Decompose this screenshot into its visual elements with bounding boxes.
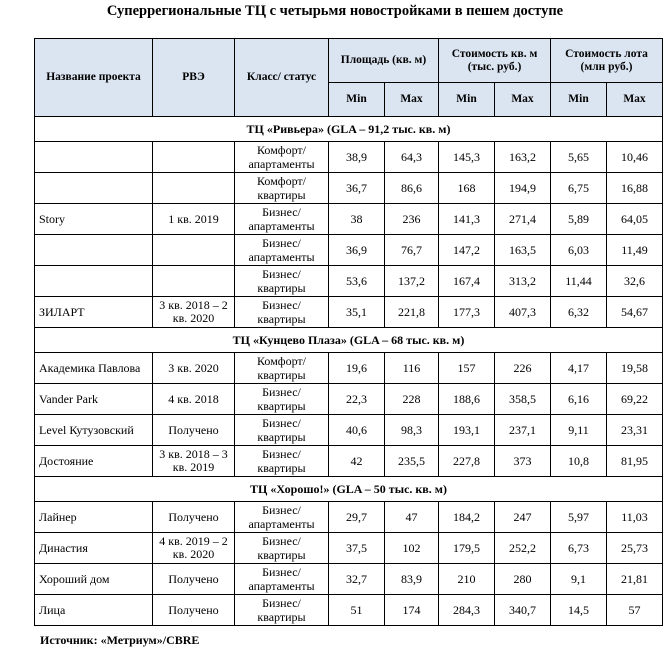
header-min: Min bbox=[329, 83, 385, 117]
header-max: Max bbox=[385, 83, 439, 117]
area-min-cell: 22,3 bbox=[329, 384, 385, 415]
price-lot-min-cell: 5,89 bbox=[551, 204, 607, 235]
price-sqm-max-cell: 252,2 bbox=[495, 533, 551, 564]
project-name-cell bbox=[35, 173, 153, 204]
price-lot-max-cell: 64,05 bbox=[607, 204, 663, 235]
price-lot-min-cell: 6,32 bbox=[551, 297, 607, 328]
price-lot-min-cell: 4,17 bbox=[551, 353, 607, 384]
area-min-cell: 19,6 bbox=[329, 353, 385, 384]
class-cell: Бизнес/ апартаменты bbox=[235, 235, 329, 266]
price-lot-min-cell: 6,16 bbox=[551, 384, 607, 415]
section-row bbox=[35, 117, 663, 142]
project-name-cell: Лица bbox=[35, 595, 153, 626]
area-min-cell: 37,5 bbox=[329, 533, 385, 564]
price-sqm-max-cell: 313,2 bbox=[495, 266, 551, 297]
price-lot-max-cell: 54,67 bbox=[607, 297, 663, 328]
rve-cell bbox=[153, 173, 235, 204]
table-row bbox=[35, 173, 663, 204]
class-cell: Бизнес/ апартаменты bbox=[235, 502, 329, 533]
price-lot-min-cell: 11,44 bbox=[551, 266, 607, 297]
class-cell: Бизнес/ квартиры bbox=[235, 415, 329, 446]
area-max-cell: 236 bbox=[385, 204, 439, 235]
price-lot-min-cell: 6,75 bbox=[551, 173, 607, 204]
price-sqm-min-cell: 210 bbox=[439, 564, 495, 595]
table-row bbox=[35, 142, 663, 173]
price-sqm-max-cell: 373 bbox=[495, 446, 551, 477]
price-sqm-max-cell: 237,1 bbox=[495, 415, 551, 446]
price-lot-max-cell: 10,46 bbox=[607, 142, 663, 173]
area-max-cell: 102 bbox=[385, 533, 439, 564]
project-name-cell bbox=[35, 142, 153, 173]
area-max-cell: 235,5 bbox=[385, 446, 439, 477]
table-row bbox=[35, 415, 663, 446]
price-lot-max-cell: 81,95 bbox=[607, 446, 663, 477]
table-row bbox=[35, 297, 663, 328]
area-max-cell: 47 bbox=[385, 502, 439, 533]
header-name: Название проекта bbox=[35, 39, 153, 117]
class-cell: Комфорт/ квартиры bbox=[235, 353, 329, 384]
area-max-cell: 137,2 bbox=[385, 266, 439, 297]
project-name-cell: Академика Павлова bbox=[35, 353, 153, 384]
rve-cell: 4 кв. 2019 – 2 кв. 2020 bbox=[153, 533, 235, 564]
class-cell: Комфорт/ квартиры bbox=[235, 173, 329, 204]
area-max-cell: 228 bbox=[385, 384, 439, 415]
project-name-cell: Достояние bbox=[35, 446, 153, 477]
table-row bbox=[35, 595, 663, 626]
class-cell: Бизнес/ квартиры bbox=[235, 297, 329, 328]
area-max-cell: 83,9 bbox=[385, 564, 439, 595]
price-sqm-max-cell: 407,3 bbox=[495, 297, 551, 328]
rve-cell: 3 кв. 2018 – 2 кв. 2020 bbox=[153, 297, 235, 328]
area-min-cell: 29,7 bbox=[329, 502, 385, 533]
price-lot-max-cell: 32,6 bbox=[607, 266, 663, 297]
price-lot-max-cell: 23,31 bbox=[607, 415, 663, 446]
price-sqm-min-cell: 188,6 bbox=[439, 384, 495, 415]
price-sqm-min-cell: 141,3 bbox=[439, 204, 495, 235]
rve-cell: 3 кв. 2020 bbox=[153, 353, 235, 384]
header-class: Класс/ статус bbox=[235, 39, 329, 117]
price-sqm-max-cell: 340,7 bbox=[495, 595, 551, 626]
price-sqm-max-cell: 194,9 bbox=[495, 173, 551, 204]
price-lot-max-cell: 16,88 bbox=[607, 173, 663, 204]
rve-cell bbox=[153, 266, 235, 297]
price-sqm-min-cell: 284,3 bbox=[439, 595, 495, 626]
price-lot-min-cell: 9,1 bbox=[551, 564, 607, 595]
price-lot-max-cell: 11,03 bbox=[607, 502, 663, 533]
price-sqm-max-cell: 280 bbox=[495, 564, 551, 595]
area-max-cell: 221,8 bbox=[385, 297, 439, 328]
area-min-cell: 38 bbox=[329, 204, 385, 235]
page-title: Суперрегиональные ТЦ с четырьмя новостройками в пешем доступе bbox=[106, 3, 564, 19]
table-row bbox=[35, 353, 663, 384]
price-sqm-min-cell: 167,4 bbox=[439, 266, 495, 297]
price-lot-max-cell: 11,49 bbox=[607, 235, 663, 266]
class-cell: Бизнес/ квартиры bbox=[235, 266, 329, 297]
area-max-cell: 116 bbox=[385, 353, 439, 384]
table-row bbox=[35, 266, 663, 297]
price-lot-max-cell: 69,22 bbox=[607, 384, 663, 415]
header-rve: РВЭ bbox=[153, 39, 235, 117]
price-sqm-max-cell: 163,2 bbox=[495, 142, 551, 173]
area-min-cell: 36,7 bbox=[329, 173, 385, 204]
table-body bbox=[35, 117, 663, 626]
class-cell: Бизнес/ квартиры bbox=[235, 533, 329, 564]
area-max-cell: 174 bbox=[385, 595, 439, 626]
area-min-cell: 32,7 bbox=[329, 564, 385, 595]
area-min-cell: 35,1 bbox=[329, 297, 385, 328]
header-min: Min bbox=[551, 83, 607, 117]
class-cell: Бизнес/ квартиры bbox=[235, 595, 329, 626]
price-sqm-min-cell: 177,3 bbox=[439, 297, 495, 328]
area-min-cell: 42 bbox=[329, 446, 385, 477]
source-note: Источник: «Метриум»/CBRE bbox=[40, 633, 200, 647]
section-row bbox=[35, 328, 663, 353]
section-row bbox=[35, 477, 663, 502]
header-area: Площадь (кв. м) bbox=[329, 39, 439, 83]
project-name-cell: Vander Park bbox=[35, 384, 153, 415]
class-cell: Комфорт/ апартаменты bbox=[235, 142, 329, 173]
price-lot-min-cell: 6,73 bbox=[551, 533, 607, 564]
project-name-cell: ЗИЛАРТ bbox=[35, 297, 153, 328]
price-lot-min-cell: 6,03 bbox=[551, 235, 607, 266]
price-lot-min-cell: 9,11 bbox=[551, 415, 607, 446]
price-sqm-min-cell: 179,5 bbox=[439, 533, 495, 564]
price-sqm-min-cell: 168 bbox=[439, 173, 495, 204]
price-sqm-min-cell: 227,8 bbox=[439, 446, 495, 477]
rve-cell bbox=[153, 235, 235, 266]
rve-cell bbox=[153, 142, 235, 173]
header-max: Max bbox=[607, 83, 663, 117]
section-title: ТЦ «Кунцево Плаза» (GLA – 68 тыс. кв. м) bbox=[35, 328, 663, 353]
class-cell: Бизнес/ квартиры bbox=[235, 446, 329, 477]
price-sqm-min-cell: 157 bbox=[439, 353, 495, 384]
rve-cell: Получено bbox=[153, 564, 235, 595]
area-min-cell: 40,6 bbox=[329, 415, 385, 446]
table-row bbox=[35, 564, 663, 595]
table-row bbox=[35, 446, 663, 477]
header-min: Min bbox=[439, 83, 495, 117]
area-min-cell: 53,6 bbox=[329, 266, 385, 297]
project-name-cell: Династия bbox=[35, 533, 153, 564]
rve-cell: 4 кв. 2018 bbox=[153, 384, 235, 415]
rve-cell: 3 кв. 2018 – 3 кв. 2019 bbox=[153, 446, 235, 477]
price-lot-min-cell: 5,65 bbox=[551, 142, 607, 173]
price-sqm-max-cell: 358,5 bbox=[495, 384, 551, 415]
area-max-cell: 98,3 bbox=[385, 415, 439, 446]
area-max-cell: 76,7 bbox=[385, 235, 439, 266]
project-name-cell: Story bbox=[35, 204, 153, 235]
price-lot-max-cell: 21,81 bbox=[607, 564, 663, 595]
table-row bbox=[35, 533, 663, 564]
price-sqm-max-cell: 163,5 bbox=[495, 235, 551, 266]
project-name-cell bbox=[35, 266, 153, 297]
price-sqm-min-cell: 145,3 bbox=[439, 142, 495, 173]
table-row bbox=[35, 235, 663, 266]
price-sqm-max-cell: 247 bbox=[495, 502, 551, 533]
price-lot-max-cell: 25,73 bbox=[607, 533, 663, 564]
area-max-cell: 86,6 bbox=[385, 173, 439, 204]
class-cell: Бизнес/ апартаменты bbox=[235, 564, 329, 595]
project-name-cell: Лайнер bbox=[35, 502, 153, 533]
price-lot-max-cell: 57 bbox=[607, 595, 663, 626]
header-max: Max bbox=[495, 83, 551, 117]
rve-cell: 1 кв. 2019 bbox=[153, 204, 235, 235]
project-name-cell: Level Кутузовский bbox=[35, 415, 153, 446]
price-table bbox=[34, 38, 663, 626]
class-cell: Бизнес/ апартаменты bbox=[235, 204, 329, 235]
table-row bbox=[35, 384, 663, 415]
project-name-cell: Хороший дом bbox=[35, 564, 153, 595]
section-title: ТЦ «Хорошо!» (GLA – 50 тыс. кв. м) bbox=[35, 477, 663, 502]
area-max-cell: 64,3 bbox=[385, 142, 439, 173]
price-sqm-max-cell: 271,4 bbox=[495, 204, 551, 235]
area-min-cell: 36,9 bbox=[329, 235, 385, 266]
price-sqm-min-cell: 193,1 bbox=[439, 415, 495, 446]
area-min-cell: 51 bbox=[329, 595, 385, 626]
price-sqm-min-cell: 184,2 bbox=[439, 502, 495, 533]
price-sqm-min-cell: 147,2 bbox=[439, 235, 495, 266]
class-cell: Бизнес/ квартиры bbox=[235, 384, 329, 415]
price-lot-max-cell: 19,58 bbox=[607, 353, 663, 384]
rve-cell: Получено bbox=[153, 415, 235, 446]
price-lot-min-cell: 14,5 bbox=[551, 595, 607, 626]
rve-cell: Получено bbox=[153, 595, 235, 626]
area-min-cell: 38,9 bbox=[329, 142, 385, 173]
price-lot-min-cell: 10,8 bbox=[551, 446, 607, 477]
price-lot-min-cell: 5,97 bbox=[551, 502, 607, 533]
project-name-cell bbox=[35, 235, 153, 266]
rve-cell: Получено bbox=[153, 502, 235, 533]
section-title: ТЦ «Ривьера» (GLA – 91,2 тыс. кв. м) bbox=[35, 117, 663, 142]
price-sqm-max-cell: 226 bbox=[495, 353, 551, 384]
header-price-lot: Стоимость лота (млн руб.) bbox=[551, 39, 663, 83]
table-row bbox=[35, 204, 663, 235]
table-row bbox=[35, 502, 663, 533]
header-price-sqm: Стоимость кв. м (тыс. руб.) bbox=[439, 39, 551, 83]
